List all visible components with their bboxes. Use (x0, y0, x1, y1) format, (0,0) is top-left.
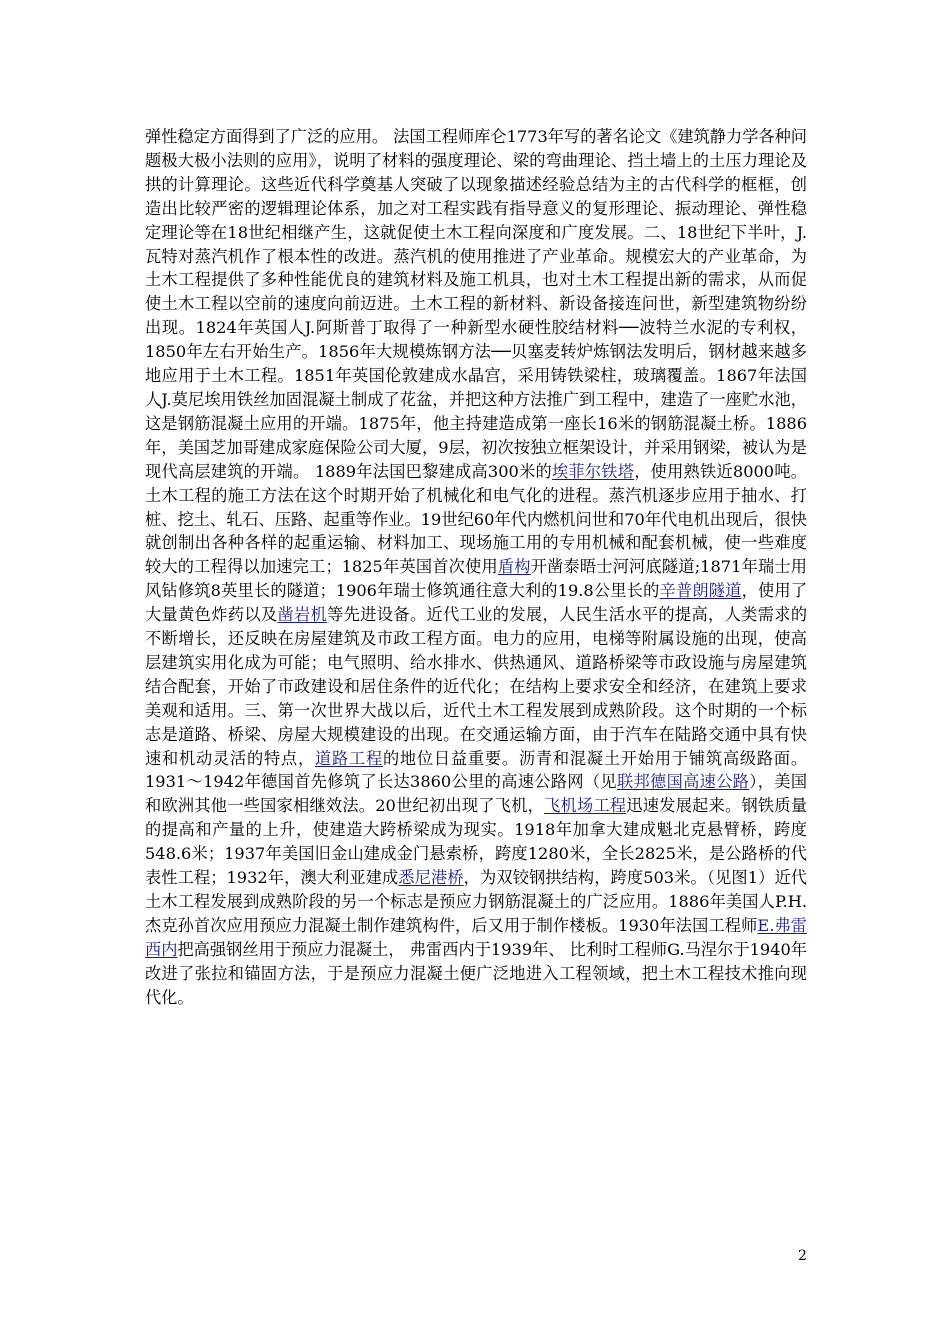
page-number: 2 (798, 1248, 807, 1264)
text-segment: 迅速发展起来。钢铁质量的提高和产量的上升，使建造大跨桥梁成为现实。1918年加拿大建成魁北克悬臂桥，跨度548.6米；1937年美国旧金山建成金门悬索桥，跨度1280米，全长2825米，是公路桥的代表性工程；1932年，澳大利亚建成 (145, 796, 808, 888)
text-segment: ，为双铰钢拱结构，跨度503米。（见图1）近代土木工程发展到成熟阶段的另一个标志是预应力钢筋混凝土的广泛应用。1886年美国人P.H.杰克孙首次应用预应力混凝土制作建筑构件，后又用于制作楼板。1930年法国工程师 (145, 868, 807, 935)
text-segment: 开凿泰晤士河河底隧道;1871年瑞士用风钻修筑8英里长的隧道；1906年瑞士修筑通往意大利的19.8公里长的 (145, 557, 807, 601)
text-segment: 的地位日益重要。沥青和混凝土开始用于铺筑高级路面。1931～1942年德国首先修筑了长达3860公里的高速公路网（见 (145, 748, 808, 792)
link-airport-engineering[interactable]: 飞机场工程 (544, 796, 627, 816)
link-rock-drill[interactable]: 凿岩机 (277, 605, 328, 625)
text-segment: 等先进设备。近代工业的发展，人民生活水平的提高，人类需求的不断增长，还反映在房屋建筑及市政工程方面。电力的应用，电梯等附属设施的出现，使高层建筑实用化成为可能；电气照明、给水排水、供热通风、道路桥梁等市政设施与房屋建筑结合配套，开始了市政建设和居住条件的近代化；在结构上要求安全和经济，在建筑上要求美观和适用。三、第一次世界大战以后，近代土木工程发展到成熟阶段。这个时期的一个标志是道路、桥梁、房屋大规模建设的出现。在交通运输方面，由于汽车在陆路交通中具有快速和机动灵活的特点， (145, 605, 808, 768)
text-segment: 弹性稳定方面得到了广泛的应用。 法国工程师库仑1773年写的著名论文《建筑静力学各种问题极大极小法则的应用》，说明了材料的强度理论、梁的弯曲理论、挡土墙上的土压力理论及拱的计算理论。这些近代科学奠基人突破了以现象描述经验总结为主的古代科学的框框，创造出比较严密的逻辑理论体系，加之对工程实践有指导意义的复形理论、振动理论、弹性稳定理论等在18世纪相继产生，这就促使土木工程向深度和广度发展。二、18世纪下半叶，J.瓦特对蒸汽机作了根本性的改进。蒸汽机的使用推进了产业革命。规模宏大的产业革命，为土木工程提供了多种性能优良的建筑材料及施工机具，也对土木工程提出新的需求，从而促使土木工程以空前的速度向前迈进。土木工程的新材料、新设备接连问世，新型建筑物纷纷出现。1824年英国人J.阿斯普丁取得了一种新型水硬性胶结材料──波特兰水泥的专利权，1850年左右开始生产。1856年大规模炼钢方法──贝塞麦转炉炼钢法发明后，钢材越来越多地应用于土木工程。1851年英国伦敦建成水晶宫，采用铸铁梁柱，玻璃覆盖。1867年法国人J.莫尼埃用铁丝加固混凝土制成了花盆，并把这种方法推广到工程中，建造了一座贮水池，这是钢筋混凝土应用的开端。1875年，他主持建造成第一座长16米的钢筋混凝土桥。1886年，美国芝加哥建成家庭保险公司大厦，9层，初次按独立框架设计，并采用钢梁，被认为是现代高层建筑的开端。 1889年法国巴黎建成高300米的 (145, 127, 807, 481)
link-eiffel-tower[interactable]: 埃菲尔铁塔 (551, 461, 635, 481)
text-segment: ，使用熟铁近8000吨。土木工程的施工方法在这个时期开始了机械化和电气化的进程。蒸汽机逐步应用于抽水、打桩、挖土、轧石、压路、起重等作业。19世纪60年代内燃机问世和70年代电机出现后，很快就创制出各种各样的起重运输、材料加工、现场施工用的专用机械和配套机械，使一些难度较大的工程得以加速完工；1825年英国首次使用 (145, 461, 807, 577)
text-segment: ，使用了大量黄色炸药以及 (145, 581, 808, 625)
link-road-engineering[interactable]: 道路工程 (314, 748, 383, 768)
link-freyssinet[interactable]: E.弗雷西内 (145, 915, 807, 959)
link-sydney-harbour-bridge[interactable]: 悉尼港桥 (398, 868, 464, 888)
link-autobahn[interactable]: 联邦德国高速公路 (616, 772, 750, 792)
link-shield-tunneling[interactable]: 盾构 (497, 557, 531, 577)
link-simplon-tunnel[interactable]: 辛普朗隧道 (659, 581, 742, 601)
text-segment: ），美国和欧洲其他一些国家相继效法。20世纪初出现了飞机， (145, 772, 808, 816)
body-paragraph (145, 125, 807, 1010)
text-segment: 把高强钢丝用于预应力混凝土， 弗雷西内于1939年、 比利时工程师G.马涅尔于1940年改进了张拉和锚固方法，于是预应力混凝土便广泛地进入工程领域，把土木工程技术推向现代化。 (145, 939, 807, 1007)
